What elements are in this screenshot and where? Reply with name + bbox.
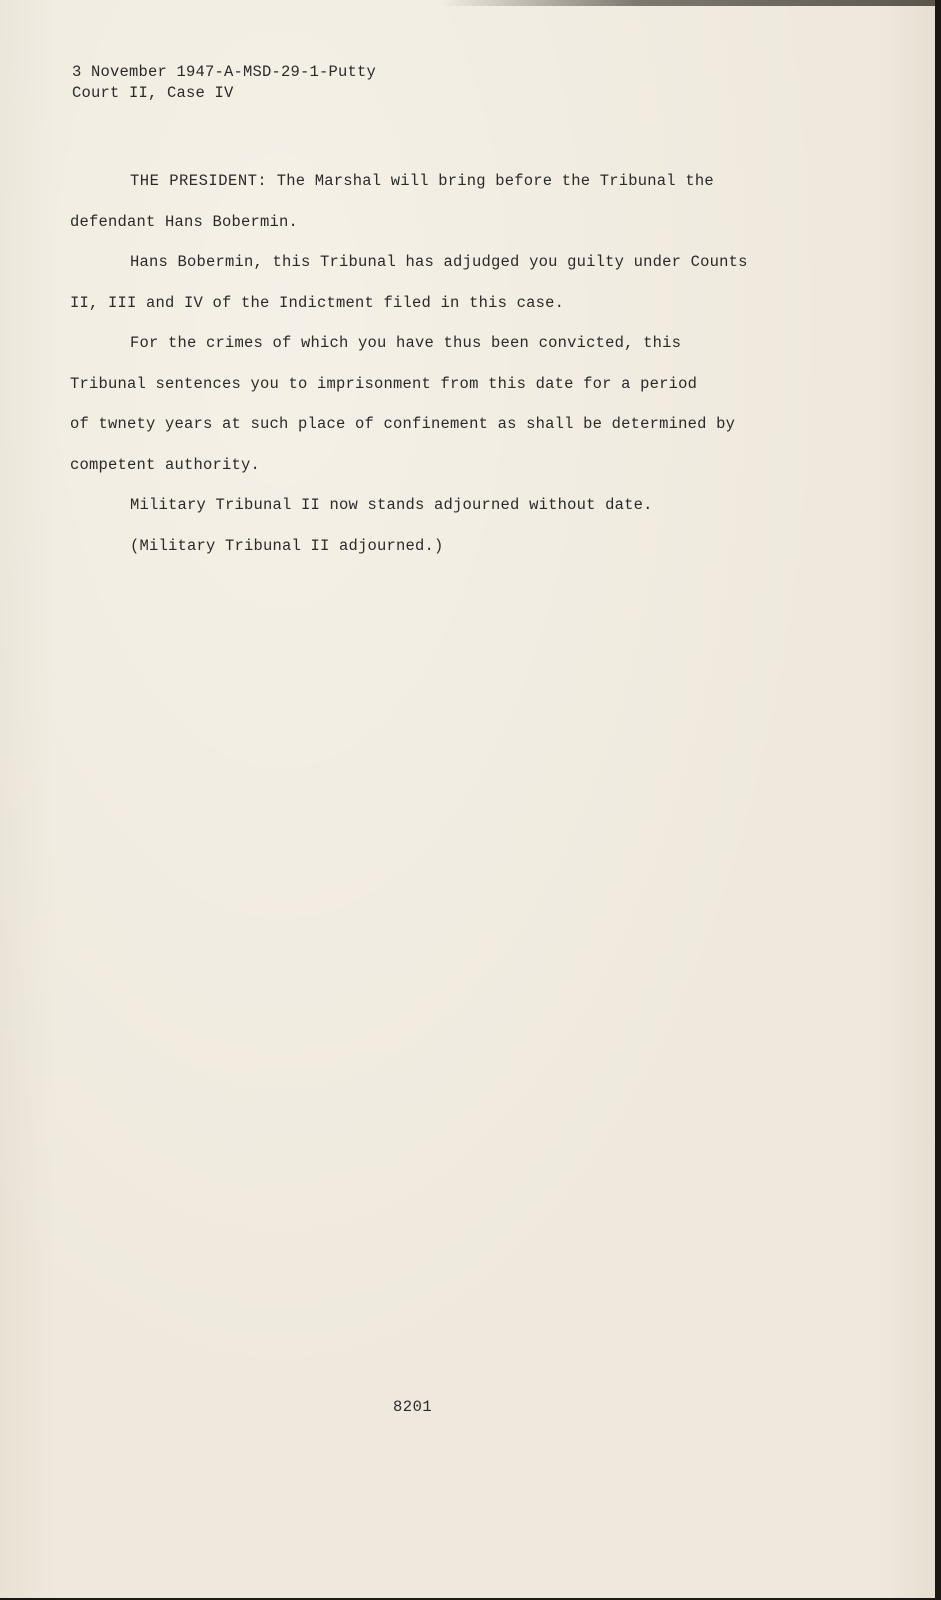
transcript-line: (Military Tribunal II adjourned.) [130, 536, 444, 555]
transcript-line: competent authority. [70, 455, 261, 474]
transcript-line: II, III and IV of the Indictment filed in this case. [70, 293, 565, 312]
transcript-line: Military Tribunal II now stands adjourned without date. [130, 496, 653, 514]
transcript-line: Tribunal sentences you to imprisonment from this date for a period [70, 374, 698, 393]
header-court-case: Court II, Case IV [72, 84, 234, 102]
document-header [72, 62, 376, 104]
transcript-text: The Marshal will bring before the Tribunal the [276, 172, 714, 190]
transcript-line: For the crimes of which you have thus been convicted, this [130, 334, 682, 352]
transcript-body [70, 161, 790, 566]
transcript-line: defendant Hans Bobermin. [70, 212, 299, 231]
speaker-label: THE PRESIDENT: [130, 172, 268, 190]
page-number: 8201 [393, 1398, 433, 1416]
torn-top-edge [440, 0, 935, 6]
transcript-line [70, 161, 790, 202]
transcript-line: Hans Bobermin, this Tribunal has adjudged you guilty under Counts [130, 253, 748, 271]
header-date-reference: 3 November 1947-A-MSD-29-1-Putty [72, 63, 377, 81]
transcript-line: of twnety years at such place of confinement as shall be determined by [70, 415, 736, 433]
